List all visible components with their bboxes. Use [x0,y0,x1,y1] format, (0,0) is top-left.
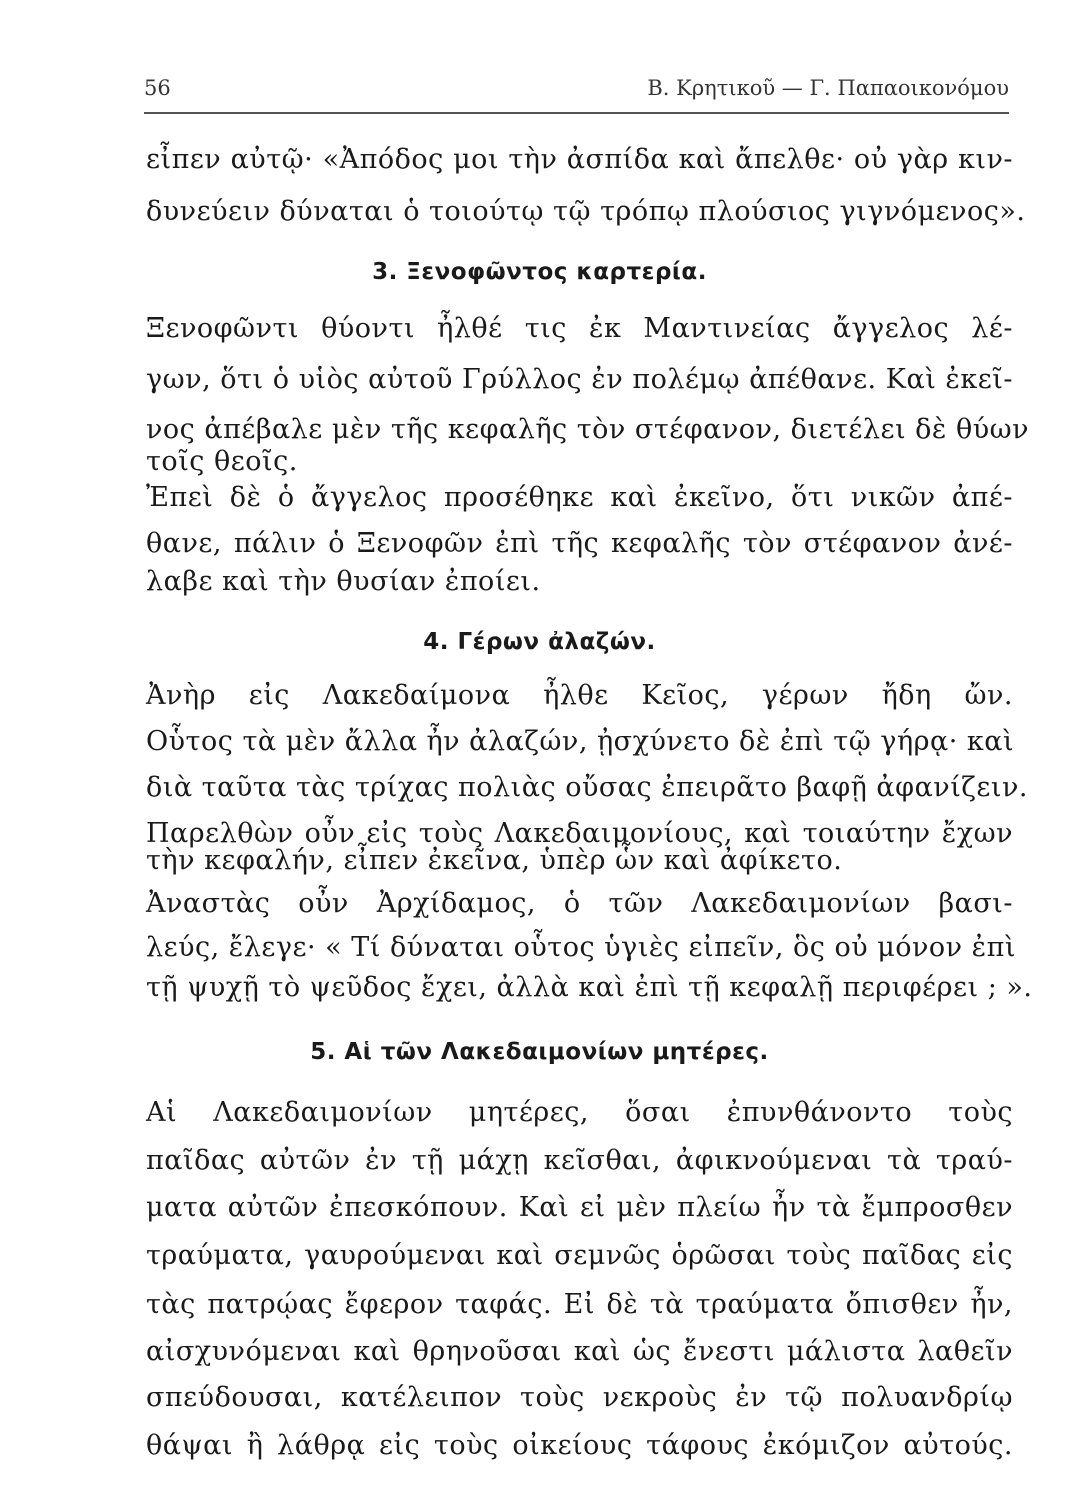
text-line: τὰς πατρῴας ἔφερον ταφάς. Εἰ δὲ τὰ τραύματα ὄπισθεν ἦν, [146,1289,1013,1320]
running-head [144,76,1009,106]
text-line: γων, ὅτι ὁ υἱὸς αὐτοῦ Γρύλλος ἐν πολέμῳ ἀπέθανε. Καὶ ἐκεῖ- [146,364,1013,395]
text-line: δυνεύειν δύναται ὁ τοιούτῳ τῷ τρόπῳ πλούσιος γιγνόμενος». [146,196,1026,227]
text-line: Αἱ Λακεδαιμονίων μητέρες, ὅσαι ἐπυνθάνοντο τοὺς [146,1097,1013,1128]
text-line: νος ἀπέβαλε μὲν τῆς κεφαλῆς τὸν στέφανον, διετέλει δὲ θύων [146,414,1030,445]
text-line: αἰσχυνόμεναι καὶ θρηνοῦσαι καὶ ὡς ἔνεστι μάλιστα λαθεῖν [146,1336,1013,1367]
text-line: λαβε καὶ τὴν θυσίαν ἐποίει. [146,566,541,597]
text-line: διὰ ταῦτα τὰς τρίχας πολιὰς οὔσας ἐπειρᾶτο βαφῇ ἀφανίζειν. [146,772,1029,803]
text-line: τοῖς θεοῖς. [146,446,298,477]
text-line: Ἐπεὶ δὲ ὁ ἄγγελος προσέθηκε καὶ ἐκεῖνο, ὅτι νικῶν ἀπέ- [146,482,1013,513]
text-line: σπεύδουσαι, κατέλειπον τοὺς νεκροὺς ἐν τῷ πολυανδρίῳ [146,1382,1013,1413]
text-line: τραύματα, γαυρούμεναι καὶ σεμνῶς ὁρῶσαι τοὺς παῖδας εἰς [146,1240,1013,1271]
section-heading-3: 3. Ξενοφῶντος καρτερία. [372,259,707,285]
text-line: θάψαι ἢ λάθρᾳ εἰς τοὺς οἰκείους τάφους ἐκόμιζον αὐτούς. [146,1430,1013,1461]
page-number: 56 [144,76,171,100]
text-line: Ξενοφῶντι θύοντι ἦλθέ τις ἐκ Μαντινείας ἄγγελος λέ- [146,313,1013,344]
header-rule [144,112,1009,114]
section-heading-5: 5. Αἱ τῶν Λακεδαιμονίων μητέρες. [310,1039,769,1065]
text-line: θανε, πάλιν ὁ Ξενοφῶν ἐπὶ τῆς κεφαλῆς τὸν στέφανον ἀνέ- [146,528,1013,559]
text-line: εἶπεν αὐτῷ· «Ἀπόδος μοι τὴν ἀσπίδα καὶ ἄπελθε· οὐ γὰρ κιν- [146,144,1013,175]
text-line: τῇ ψυχῇ τὸ ψεῦδος ἔχει, ἀλλὰ καὶ ἐπὶ τῇ κεφαλῇ περιφέρει ; ». [146,972,1033,1003]
text-line: Ἀνὴρ εἰς Λακεδαίμονα ἦλθε Κεῖος, γέρων ἤδη ὤν. [146,680,1013,711]
text-line: Ἀναστὰς οὖν Ἀρχίδαμος, ὁ τῶν Λακεδαιμονίων βασι- [146,888,1013,919]
text-line: λεύς, ἔλεγε· « Τί δύναται οὗτος ὑγιὲς εἰπεῖν, ὃς οὐ μόνον ἐπὶ [146,932,1016,963]
section-heading-4: 4. Γέρων ἀλαζών. [423,629,656,655]
text-line: Οὗτος τὰ μὲν ἄλλα ἦν ἀλαζών, ᾐσχύνετο δὲ ἐπὶ τῷ γήρᾳ· καὶ [146,726,1015,757]
text-line: τὴν κεφαλήν, εἶπεν ἐκεῖνα, ὑπὲρ ὧν καὶ ἀφίκετο. [146,845,843,876]
running-head-authors: Β. Κρητικοῦ — Γ. Παπαοικονόμου [647,76,1009,100]
text-line: παῖδας αὐτῶν ἐν τῇ μάχῃ κεῖσθαι, ἀφικνούμεναι τὰ τραύ- [146,1145,1013,1176]
text-line: Παρελθὼν οὖν εἰς τοὺς Λακεδαιμονίους, καὶ τοιαύτην ἔχων [146,818,1013,849]
text-line: ματα αὐτῶν ἐπεσκόπουν. Καὶ εἰ μὲν πλείω ἦν τὰ ἔμπροσθεν [146,1192,1013,1223]
